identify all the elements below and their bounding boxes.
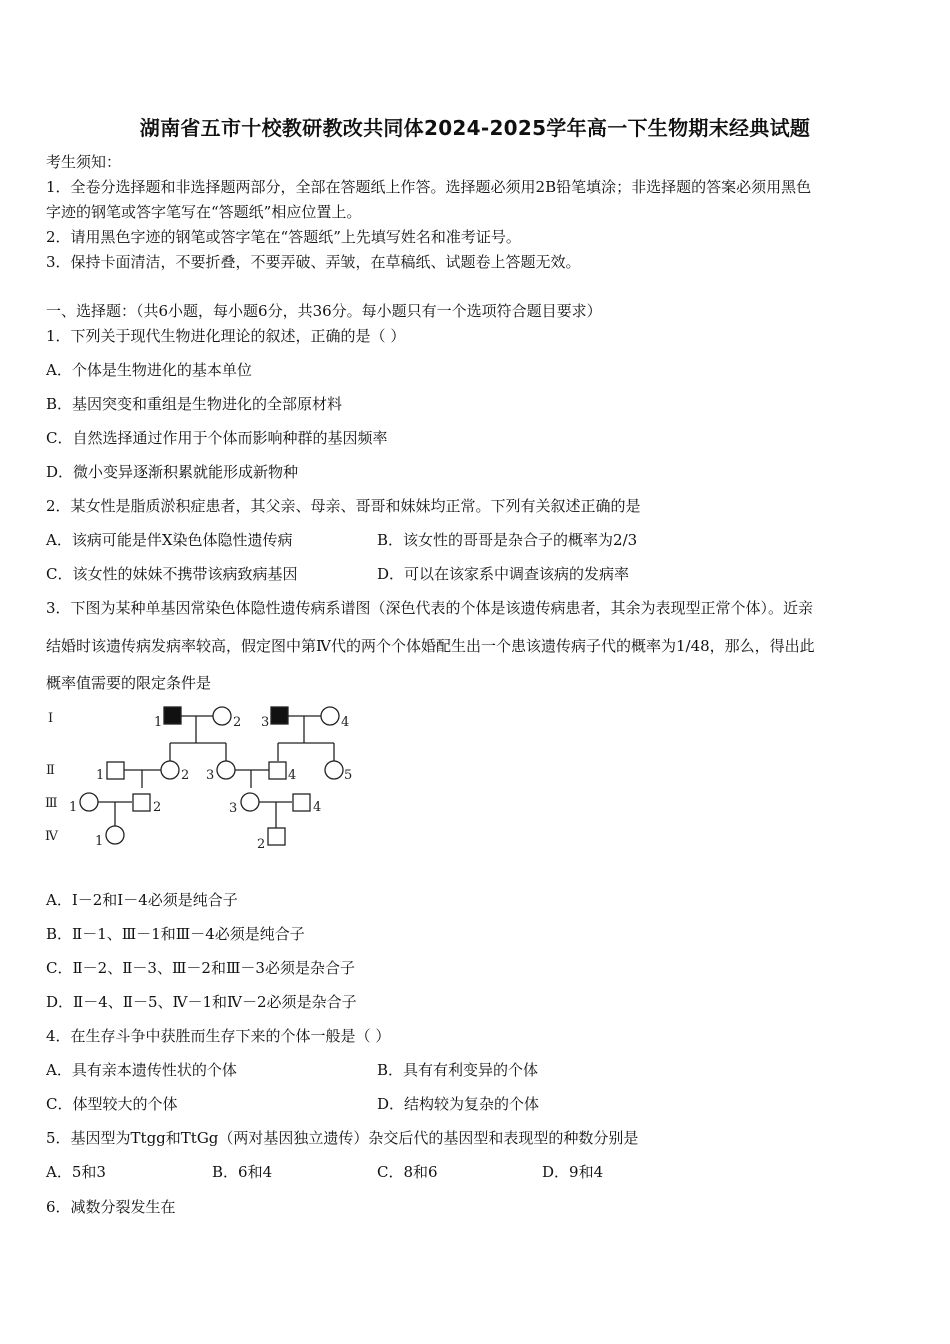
- id-III-1: 1: [69, 800, 78, 815]
- female-II-2: [161, 761, 179, 779]
- id-I-3: 3: [261, 715, 270, 730]
- q2-option-a: A．该病可能是伴X染色体隐性遗传病: [46, 531, 293, 549]
- affected-male-I-3: [271, 707, 288, 724]
- generation-label-II: Ⅱ: [46, 763, 55, 778]
- notice-item-2: 2．请用黑色字迹的钢笔或答字笔在“答题纸”上先填写姓名和准考证号。: [46, 228, 521, 246]
- q4-stem: 4．在生存斗争中获胜而生存下来的个体一般是（ ）: [46, 1027, 391, 1045]
- q5-option-b: B．6和4: [212, 1163, 273, 1181]
- id-I-4: 4: [341, 715, 350, 730]
- q4-option-a: A．具有亲本遗传性状的个体: [46, 1061, 237, 1079]
- id-II-5: 5: [344, 768, 353, 783]
- q6-stem: 6．减数分裂发生在: [46, 1198, 176, 1216]
- female-III-3: [241, 793, 259, 811]
- q1-option-c: C．自然选择通过作用于个体而影响种群的基因频率: [46, 429, 388, 447]
- q4-option-d: D．结构较为复杂的个体: [377, 1095, 540, 1113]
- q4-option-c: C．体型较大的个体: [46, 1095, 178, 1113]
- id-II-3: 3: [206, 768, 215, 783]
- q4-option-b: B．具有有利变异的个体: [377, 1061, 539, 1079]
- notice-item-1b: 字迹的钢笔或答字笔写在“答题纸”相应位置上。: [46, 203, 362, 221]
- id-II-1: 1: [96, 768, 105, 783]
- generation-label-III: Ⅲ: [45, 796, 58, 811]
- q2-stem: 2．某女性是脂质淤积症患者，其父亲、母亲、哥哥和妹妹均正常。下列有关叙述正确的是: [46, 497, 641, 515]
- pedigree-chart: [40, 698, 370, 858]
- q2-option-c: C．该女性的妹妹不携带该病致病基因: [46, 565, 298, 583]
- q3-stem-line1: 3．下图为某种单基因常染色体隐性遗传病系谱图（深色代表的个体是该遗传病患者，其余为表现型正常个体）。近亲: [46, 599, 814, 617]
- male-III-4: [293, 794, 310, 811]
- male-IV-2: [268, 828, 285, 845]
- q5-option-a: A．5和3: [46, 1163, 106, 1181]
- notice-item-3: 3．保持卡面清洁，不要折叠，不要弄破、弄皱，在草稿纸、试题卷上答题无效。: [46, 253, 581, 271]
- exam-title: 湖南省五市十校教研教改共同体2024-2025学年高一下生物期末经典试题: [139, 116, 811, 140]
- id-III-2: 2: [153, 800, 162, 815]
- q3-stem-line2: 结婚时该遗传病发病率较高，假定图中第Ⅳ代的两个个体婚配生出一个患该遗传病子代的概率为1/48，那么，得出此: [46, 637, 815, 655]
- id-III-3: 3: [229, 801, 238, 816]
- notice-heading: 考生须知：: [46, 153, 122, 171]
- q1-option-d: D．微小变异逐渐积累就能形成新物种: [46, 463, 299, 481]
- q3-option-c: C．Ⅱ－2、Ⅱ－3、Ⅲ－2和Ⅲ－3必须是杂合子: [46, 959, 355, 977]
- q5-stem: 5．基因型为Ttgg和TtGg（两对基因独立遗传）杂交后代的基因型和表现型的种数分别是: [46, 1129, 639, 1147]
- q5-option-c: C．8和6: [377, 1163, 438, 1181]
- q3-stem-line3: 概率值需要的限定条件是: [46, 674, 212, 692]
- id-I-2: 2: [233, 715, 242, 730]
- q1-option-b: B．基因突变和重组是生物进化的全部原材料: [46, 395, 343, 413]
- q3-option-d: D．Ⅱ－4、Ⅱ－5、Ⅳ－1和Ⅳ－2必须是杂合子: [46, 993, 357, 1011]
- generation-label-I: Ⅰ: [48, 711, 54, 726]
- id-II-4: 4: [288, 768, 297, 783]
- section-heading: 一、选择题：（共6小题，每小题6分，共36分。每小题只有一个选项符合题目要求）: [46, 302, 602, 320]
- q5-option-d: D．9和4: [542, 1163, 604, 1181]
- id-I-1: 1: [154, 715, 163, 730]
- male-III-2: [133, 794, 150, 811]
- q1-option-a: A．个体是生物进化的基本单位: [46, 361, 252, 379]
- id-IV-2: 2: [257, 837, 266, 852]
- female-I-2: [213, 707, 231, 725]
- male-II-1: [107, 762, 124, 779]
- affected-male-I-1: [164, 707, 181, 724]
- female-IV-1: [106, 826, 124, 844]
- male-II-4: [269, 762, 286, 779]
- q3-option-a: A．Ⅰ－2和Ⅰ－4必须是纯合子: [46, 891, 238, 909]
- q3-option-b: B．Ⅱ－1、Ⅲ－1和Ⅲ－4必须是纯合子: [46, 925, 305, 943]
- q1-stem: 1．下列关于现代生物进化理论的叙述，正确的是（ ）: [46, 327, 406, 345]
- q2-option-d: D．可以在该家系中调查该病的发病率: [377, 565, 630, 583]
- female-III-1: [80, 793, 98, 811]
- generation-label-IV: Ⅳ: [45, 829, 58, 844]
- notice-item-1a: 1．全卷分选择题和非选择题两部分，全部在答题纸上作答。选择题必须用2B铅笔填涂；非选择题的答案必须用黑色: [46, 178, 812, 196]
- female-II-3: [217, 761, 235, 779]
- female-I-4: [321, 707, 339, 725]
- id-II-2: 2: [181, 768, 190, 783]
- q2-option-b: B．该女性的哥哥是杂合子的概率为2/3: [377, 531, 638, 549]
- id-III-4: 4: [313, 800, 322, 815]
- female-II-5: [325, 761, 343, 779]
- id-IV-1: 1: [95, 834, 104, 849]
